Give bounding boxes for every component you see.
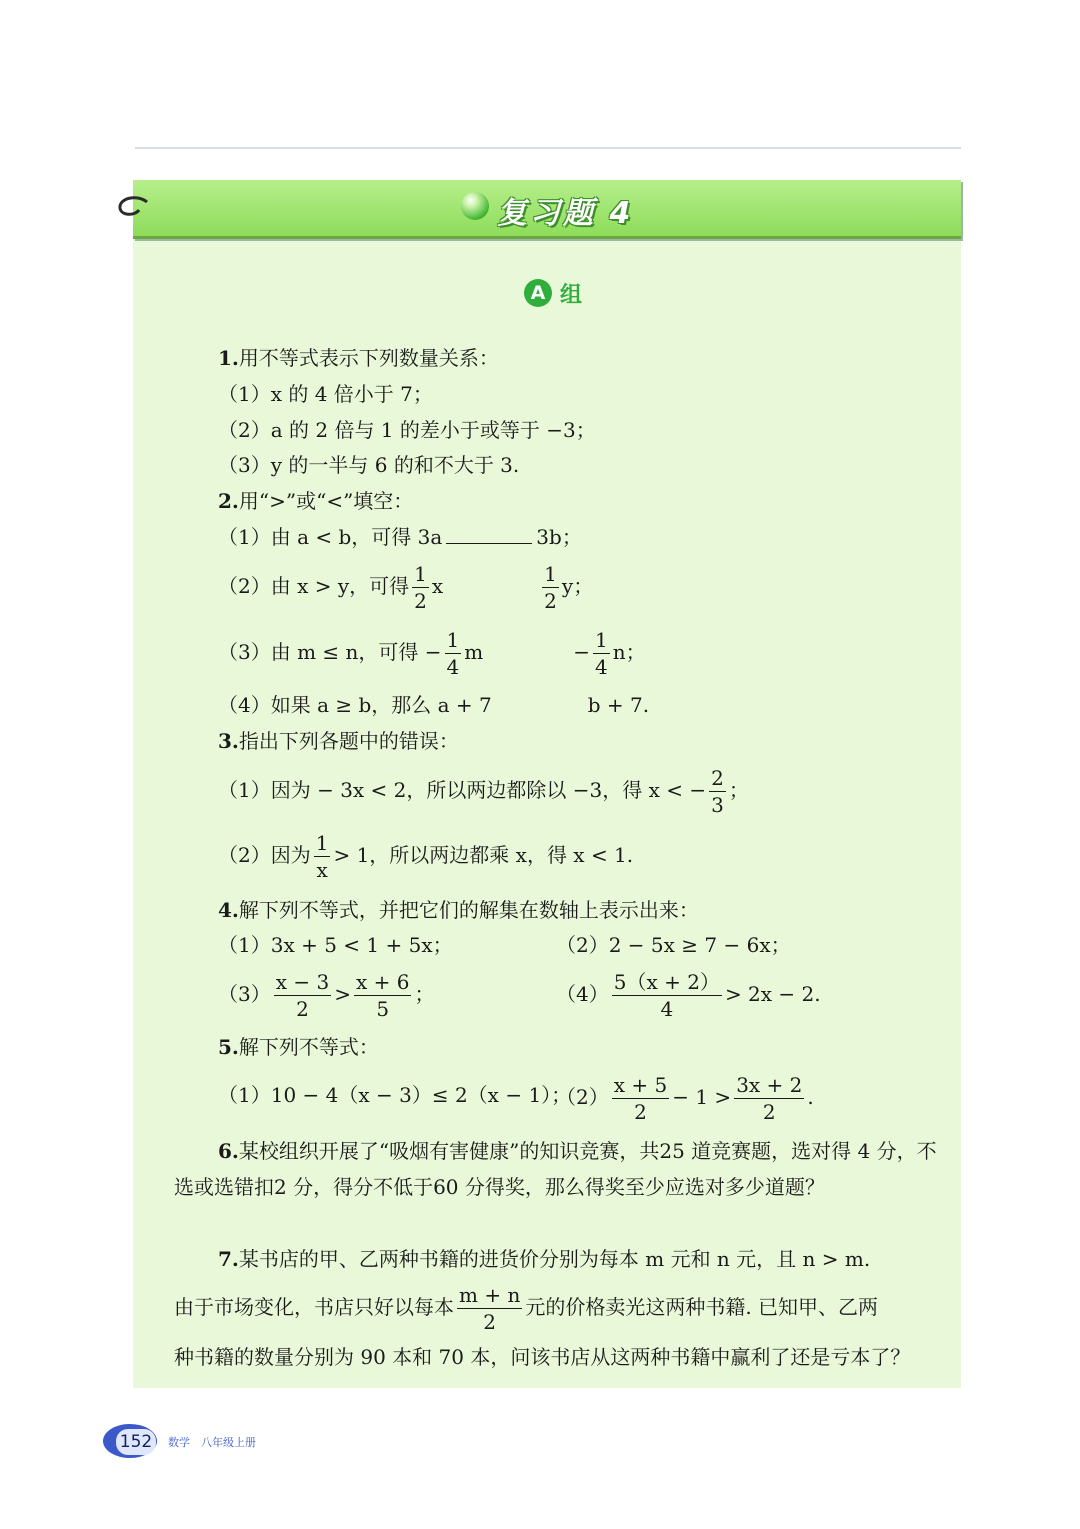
section-title: 复习题 4 <box>497 196 634 231</box>
fraction: $\frac{m + n}{2}$ <box>459 1283 521 1334</box>
q6-number: 6. <box>218 1139 239 1163</box>
gt-sign: > <box>334 982 351 1006</box>
q4-item-4-right: > 2x − 2. <box>724 982 821 1006</box>
q5-number: 5. <box>218 1035 239 1059</box>
fraction: $\frac{1}{x}$ <box>315 831 329 882</box>
q2-item-1 <box>218 525 582 549</box>
q7-text-2a: 由于市场变化，书店只好以每本 <box>174 1295 454 1319</box>
q4-item-1: （1）3x + 5 < 1 + 5x； <box>218 933 453 957</box>
q5-item-2 <box>556 1070 814 1125</box>
q1-item-3: （3）y 的一半与 6 的和不大于 3. <box>218 453 520 477</box>
fraction: $\frac{x + 6}{5}$ <box>355 970 410 1021</box>
q3-number: 3. <box>218 729 239 753</box>
q5-item-1: （1）10 − 4（x − 3）≤ 2（x − 1）； <box>218 1083 572 1107</box>
q5-item-2-mid: − 1 > <box>672 1085 732 1109</box>
var-y: y； <box>561 574 594 598</box>
minus-sign: − <box>573 640 590 664</box>
title-banner <box>133 180 961 239</box>
q7-text-2b: 元的价格卖光这两种书籍. 已知甲、乙两 <box>525 1295 879 1319</box>
fraction: $\frac{3x + 2}{2}$ <box>736 1073 803 1124</box>
q2-item-3 <box>218 625 646 680</box>
q3-item-1 <box>218 763 749 818</box>
q4-item-2: （2）2 − 5x ≥ 7 − 6x； <box>556 933 791 957</box>
fraction: $\frac{x + 5}{2}$ <box>613 1073 668 1124</box>
q5-item-2-end: . <box>807 1085 814 1109</box>
q2-item-2 <box>218 559 593 614</box>
q2-text: 用“>”或“<”填空： <box>238 489 414 513</box>
fraction: $\frac{1}{2}$ <box>414 562 427 613</box>
q1-number: 1. <box>218 346 239 370</box>
q2-item-2-left: （2）由 x > y，可得 <box>218 574 410 598</box>
fraction: $\frac{2}{3}$ <box>711 766 724 817</box>
q3-item-2-left: （2）因为 <box>218 843 311 867</box>
green-ball-icon <box>461 192 489 220</box>
q7-number: 7. <box>218 1247 239 1271</box>
q2-number: 2. <box>218 489 239 513</box>
answer-blank[interactable] <box>446 527 532 544</box>
q4-number: 4. <box>218 898 239 922</box>
q2-item-4 <box>218 693 649 717</box>
q2-item-1-left: （1）由 a < b，可得 3a <box>218 525 443 549</box>
q7-text-1: 某书店的甲、乙两种书籍的进货价分别为每本 m 元和 n 元，且 n > m. <box>238 1247 871 1271</box>
q6-text: 某校组织开展了“吸烟有害健康”的知识竞赛，共25 道竞赛题，选对得 4 分，不选或选错扣2 分，得分不低于60 分得奖，那么得奖至少应选对多少道题？ <box>174 1139 937 1199</box>
q2-item-4-right: b + 7. <box>587 693 650 717</box>
var-x: x <box>431 574 444 598</box>
q7-line3: 种书籍的数量分别为 90 本和 70 本，问该书店从这两种书籍中赢利了还是亏本了？ <box>174 1345 911 1369</box>
q3-item-1-right: ； <box>728 778 749 802</box>
q7-paragraph-line1 <box>174 1241 944 1277</box>
q4-text: 解下列不等式，并把它们的解集在数轴上表示出来： <box>238 898 699 922</box>
hook-icon <box>117 196 153 218</box>
group-badge: A <box>524 279 552 307</box>
q1-item-1: （1）x 的 4 倍小于 7； <box>218 382 433 406</box>
q3-item-1-left: （1）因为 − 3x < 2，所以两边都除以 −3，得 x < − <box>218 778 707 802</box>
q1-stem <box>218 346 499 370</box>
group-heading <box>524 277 582 309</box>
group-label: 组 <box>560 282 583 308</box>
q1-item-2: （2）a 的 2 倍与 1 的差小于或等于 −3； <box>218 418 596 442</box>
q4-stem <box>218 898 699 922</box>
q4-item-3 <box>218 967 434 1022</box>
q1-text: 用不等式表示下列数量关系： <box>238 346 499 370</box>
fraction: $\frac{1}{2}$ <box>544 562 557 613</box>
q2-item-4-left: （4）如果 a ≥ b，那么 a + 7 <box>218 693 492 717</box>
q3-text: 指出下列各题中的错误： <box>238 729 459 753</box>
fraction: $\frac{x - 3}{2}$ <box>275 970 330 1021</box>
q4-item-4-left: （4） <box>556 982 609 1006</box>
book-title: 数学 八年级上册 <box>168 1436 256 1449</box>
q2-item-3-left: （3）由 m ≤ n，可得 − <box>218 640 442 664</box>
var-n: n； <box>612 640 646 664</box>
q5-stem <box>218 1035 379 1059</box>
q4-item-3-end: ； <box>414 982 435 1006</box>
q3-stem <box>218 729 459 753</box>
q6-paragraph <box>174 1133 944 1205</box>
var-m: m <box>464 640 484 664</box>
q3-item-2-right: > 1，所以两边都乘 x，得 x < 1. <box>333 843 634 867</box>
q2-stem <box>218 489 413 513</box>
q7-line2 <box>174 1280 878 1335</box>
q5-item-2-left: （2） <box>556 1085 609 1109</box>
top-rule <box>135 147 961 149</box>
fraction: $\frac{1}{4}$ <box>446 628 460 679</box>
q4-item-3-left: （3） <box>218 982 271 1006</box>
q5-text: 解下列不等式： <box>238 1035 379 1059</box>
q2-item-1-right: 3b； <box>536 525 582 549</box>
q3-item-2 <box>218 828 633 883</box>
page-number: 152 <box>116 1429 156 1455</box>
fraction: $\frac{1}{4}$ <box>594 628 608 679</box>
fraction: $\frac{5(x + 2)}{4}$ <box>613 970 720 1021</box>
q4-item-4 <box>556 967 821 1022</box>
